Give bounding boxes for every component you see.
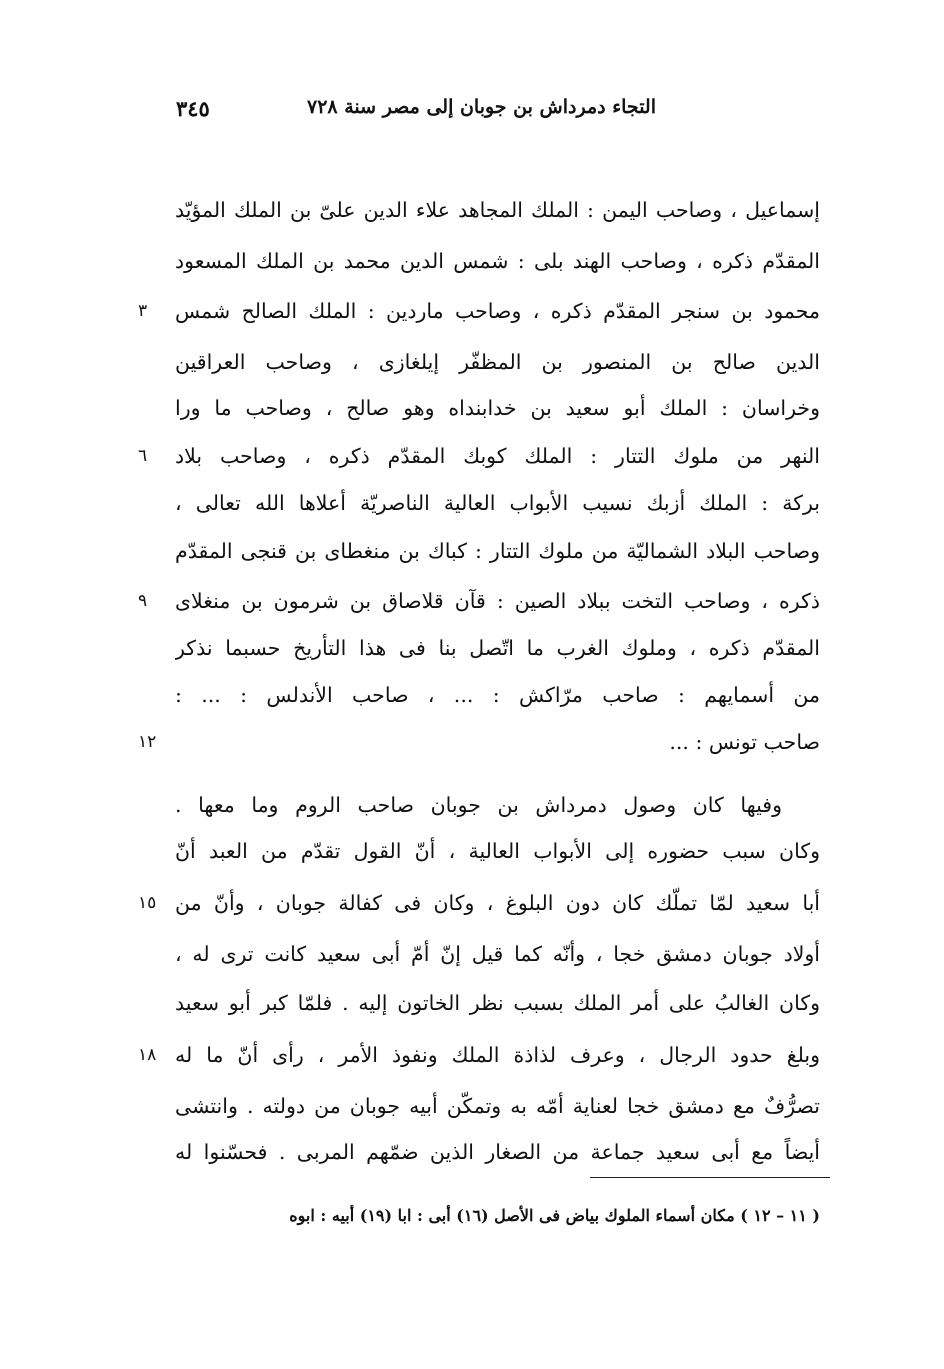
text-line: ذكره ، وصاحب التخت ببلاد الصين : قآن قلاصاق بن شرمون بن منغلاى <box>175 589 820 613</box>
line-number: ٩ <box>138 591 148 611</box>
running-title: التجاء دمرداش بن جوبان إلى مصر سنة ٧٢٨ <box>307 96 656 118</box>
line-number: ١٨ <box>138 1045 157 1065</box>
text-line: النهر من ملوك التتار : الملك كوبك المقدّم ذكره ، وصاحب بلاد <box>175 444 820 468</box>
text-line: محمود بن سنجر المقدّم ذكره ، وصاحب ماردين : الملك الصالح شمس <box>175 299 820 323</box>
text-line: بركة : الملك أزبك نسيب الأبواب العالية الناصريّة أعلاها الله تعالى ، <box>175 491 820 515</box>
text-line: وكان الغالبُ على أمر الملك بسبب نظر الخاتون إليه . فلمّا كبر أبو سعيد <box>175 991 820 1015</box>
text-line: الدين صالح بن المنصور بن المظفّر إيلغازى ، وصاحب العراقين <box>175 350 820 374</box>
text-line: المقدّم ذكره ، وصاحب الهند بلى : شمس الدين محمد بن الملك المسعود <box>175 249 820 273</box>
text-line: وبلغ حدود الرجال ، وعرف لذاذة الملك ونفوذ الأمر ، رأى أنّ ما له <box>175 1043 820 1067</box>
text-line: وصاحب البلاد الشماليّة من ملوك التتار : كباك بن منغطاى بن قنجى المقدّم <box>175 539 820 563</box>
text-line: وكان سبب حضوره إلى الأبواب العالية ، أنّ القول تقدّم من العبد أنّ <box>175 839 820 863</box>
line-number: ١٢ <box>138 732 157 752</box>
text-line: المقدّم ذكره ، وملوك الغرب ما اتّصل بنا فى هذا التأريخ حسبما نذكر <box>175 636 820 660</box>
text-line: أيضاً مع أبى سعيد جماعة من الصغار الذين ضمّهم المربى . فحسّنوا له <box>175 1140 820 1164</box>
page-header <box>176 96 656 136</box>
line-number: ١٥ <box>138 893 157 913</box>
footnote: ( ١١ – ١٢ ) مكان أسماء الملوك بياض فى الأصل (١٦) أبى : ابا (١٩) أبيه : ابوه <box>289 1206 820 1225</box>
text-line: صاحب تونس : ... <box>669 730 820 754</box>
text-line: وفيها كان وصول دمرداش بن جوبان صاحب الروم وما معها . <box>175 793 782 817</box>
text-line: وخراسان : الملك أبو سعيد بن خدابنداه وهو صالح ، وصاحب ما ورا <box>175 396 820 420</box>
text-line: أولاد جوبان دمشق خجا ، وأنّه كما قيل إنّ أمّ أبى سعيد كانت ترى له ، <box>175 942 820 966</box>
line-number: ٦ <box>138 446 148 466</box>
text-line: من أسمايهم : صاحب مرّاكش : ... ، صاحب الأندلس : ... : <box>175 683 820 707</box>
text-line: إسماعيل ، وصاحب اليمن : الملك المجاهد علاء الدين علىّ بن الملك المؤيّد <box>175 198 820 222</box>
footnote-separator <box>590 1177 830 1178</box>
text-line: أبا سعيد لمّا تملّك كان دون البلوغ ، وكان فى كفالة جوبان ، وأنّ من <box>175 891 820 915</box>
page-number: ٣٤٥ <box>176 96 210 121</box>
text-line: تصرُّفٌ مع دمشق خجا لعناية أمّه به وتمكّن أبيه جوبان من دولته . وانتشى <box>175 1094 820 1118</box>
line-number: ٣ <box>138 301 148 321</box>
